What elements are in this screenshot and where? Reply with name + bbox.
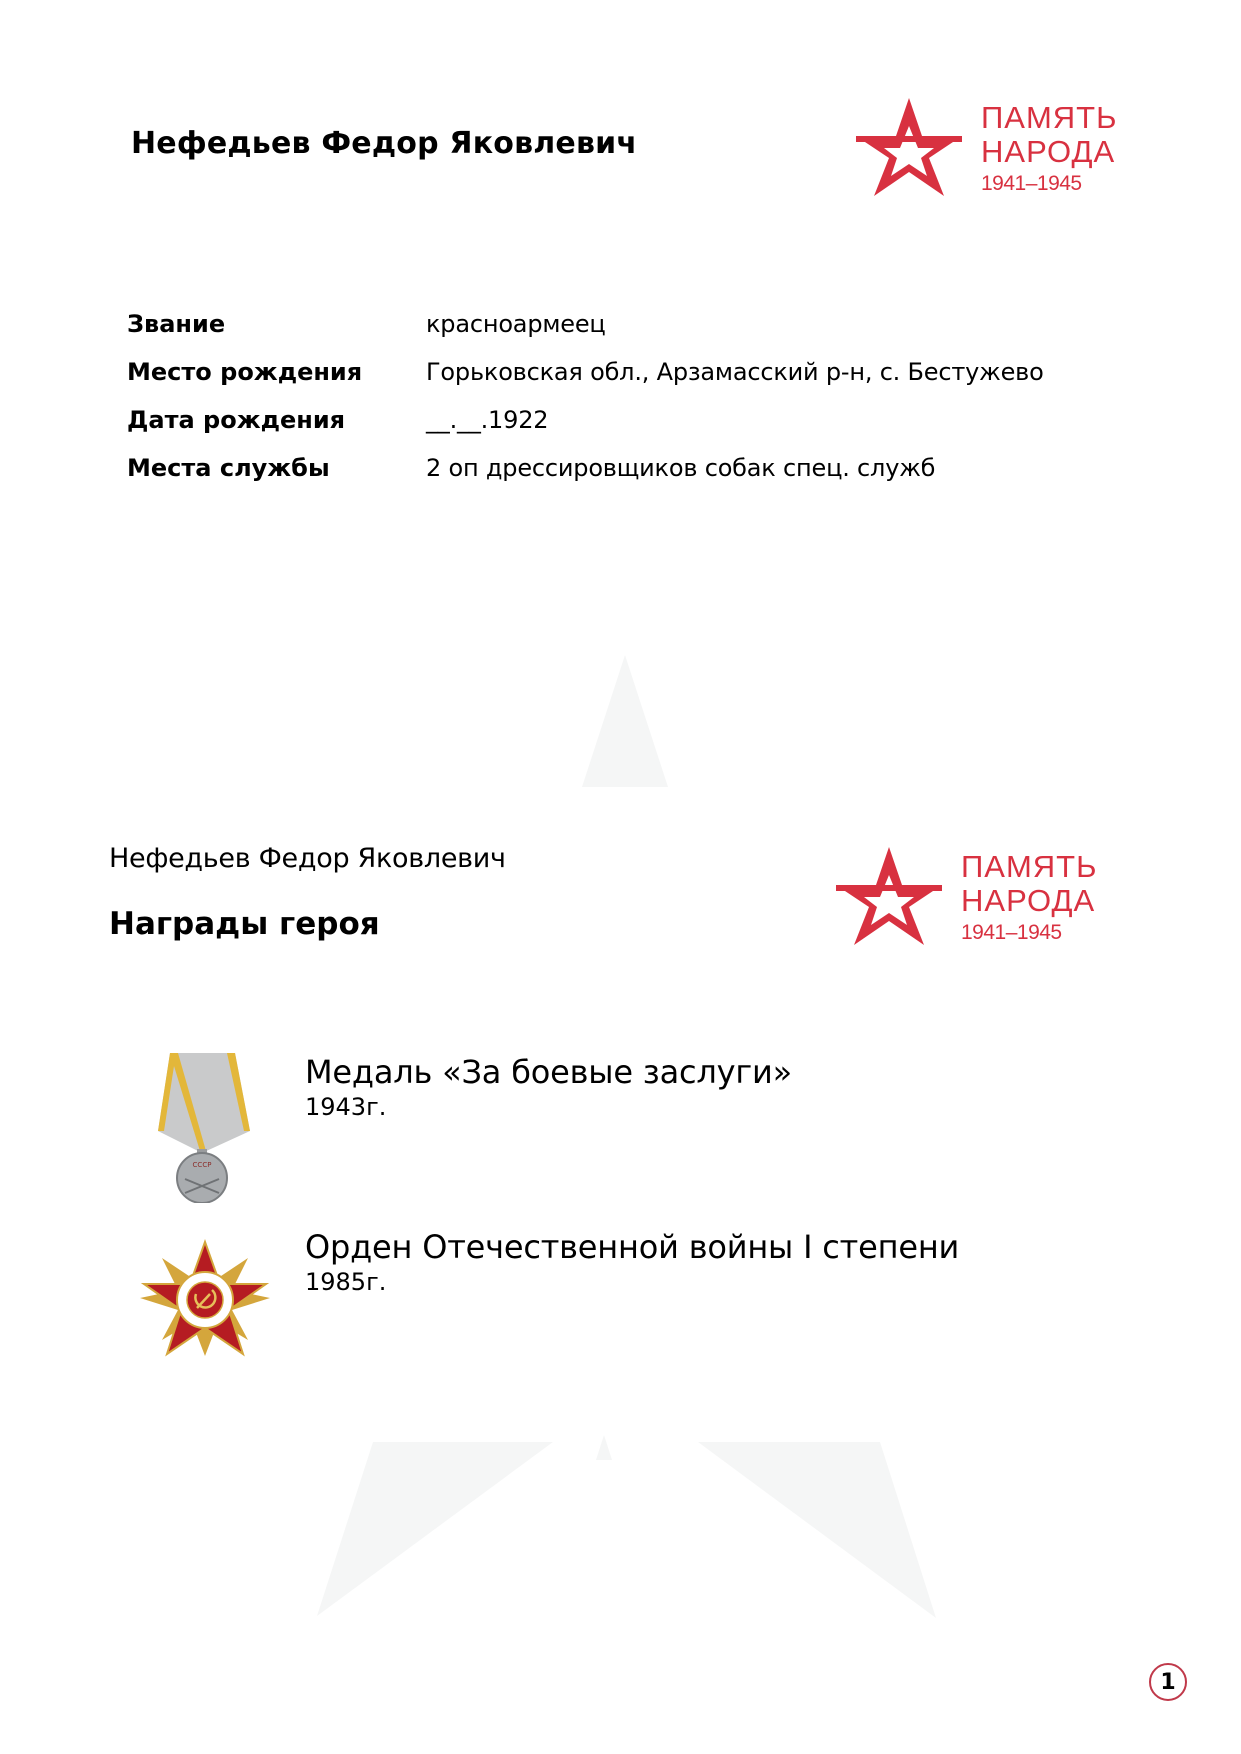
- info-row-birthplace: [127, 348, 1044, 396]
- award-item: [130, 1228, 960, 1378]
- logo-text: [981, 102, 1117, 194]
- awards-title: Награды героя: [109, 906, 380, 942]
- medal-for-battle-merit-icon: [130, 1053, 280, 1203]
- red-star-icon: [856, 96, 966, 200]
- award-text: [305, 1228, 959, 1296]
- award-item: [130, 1053, 792, 1203]
- pamyat-naroda-logo: [836, 845, 1116, 955]
- logo-line-2: НАРОДА: [981, 134, 1116, 169]
- hero-name-title: Нефедьев Федор Яковлевич: [131, 126, 638, 161]
- logo-line-1: ПАМЯТЬ: [981, 100, 1118, 135]
- info-value: красноармеец: [426, 310, 606, 338]
- logo-line-1: ПАМЯТЬ: [961, 849, 1098, 884]
- info-label: Места службы: [127, 454, 330, 482]
- order-patriotic-war-icon: [130, 1228, 280, 1378]
- info-value: 2 оп дрессировщиков собак спец. служб: [426, 454, 936, 482]
- award-year: 1943г.: [305, 1093, 387, 1121]
- info-value: __.__.1922: [426, 406, 549, 434]
- awards-hero-name: Нефедьев Федор Яковлевич: [109, 843, 506, 874]
- logo-line-2: НАРОДА: [961, 883, 1096, 918]
- hero-info-table: [127, 300, 1044, 492]
- logo-years: 1941–1945: [981, 172, 1082, 195]
- award-year: 1985г.: [305, 1268, 387, 1296]
- info-label: Место рождения: [127, 358, 363, 386]
- info-row-service: [127, 444, 1044, 492]
- page-number-badge: 1: [1149, 1663, 1187, 1701]
- award-name: Медаль «За боевые заслуги»: [305, 1053, 792, 1091]
- pamyat-naroda-logo: [856, 96, 1136, 206]
- info-label: Звание: [127, 310, 226, 338]
- svg-text:СССР: СССР: [192, 1161, 212, 1169]
- info-row-birthdate: [127, 396, 1044, 444]
- award-name: Орден Отечественной войны I степени: [305, 1228, 960, 1266]
- logo-text: [961, 851, 1097, 943]
- info-value: Горьковская обл., Арзамасский р-н, с. Бестужево: [426, 358, 1044, 386]
- logo-years: 1941–1945: [961, 921, 1062, 944]
- red-star-icon: [836, 845, 946, 949]
- award-text: [305, 1053, 792, 1121]
- info-row-rank: [127, 300, 1044, 348]
- info-label: Дата рождения: [127, 406, 346, 434]
